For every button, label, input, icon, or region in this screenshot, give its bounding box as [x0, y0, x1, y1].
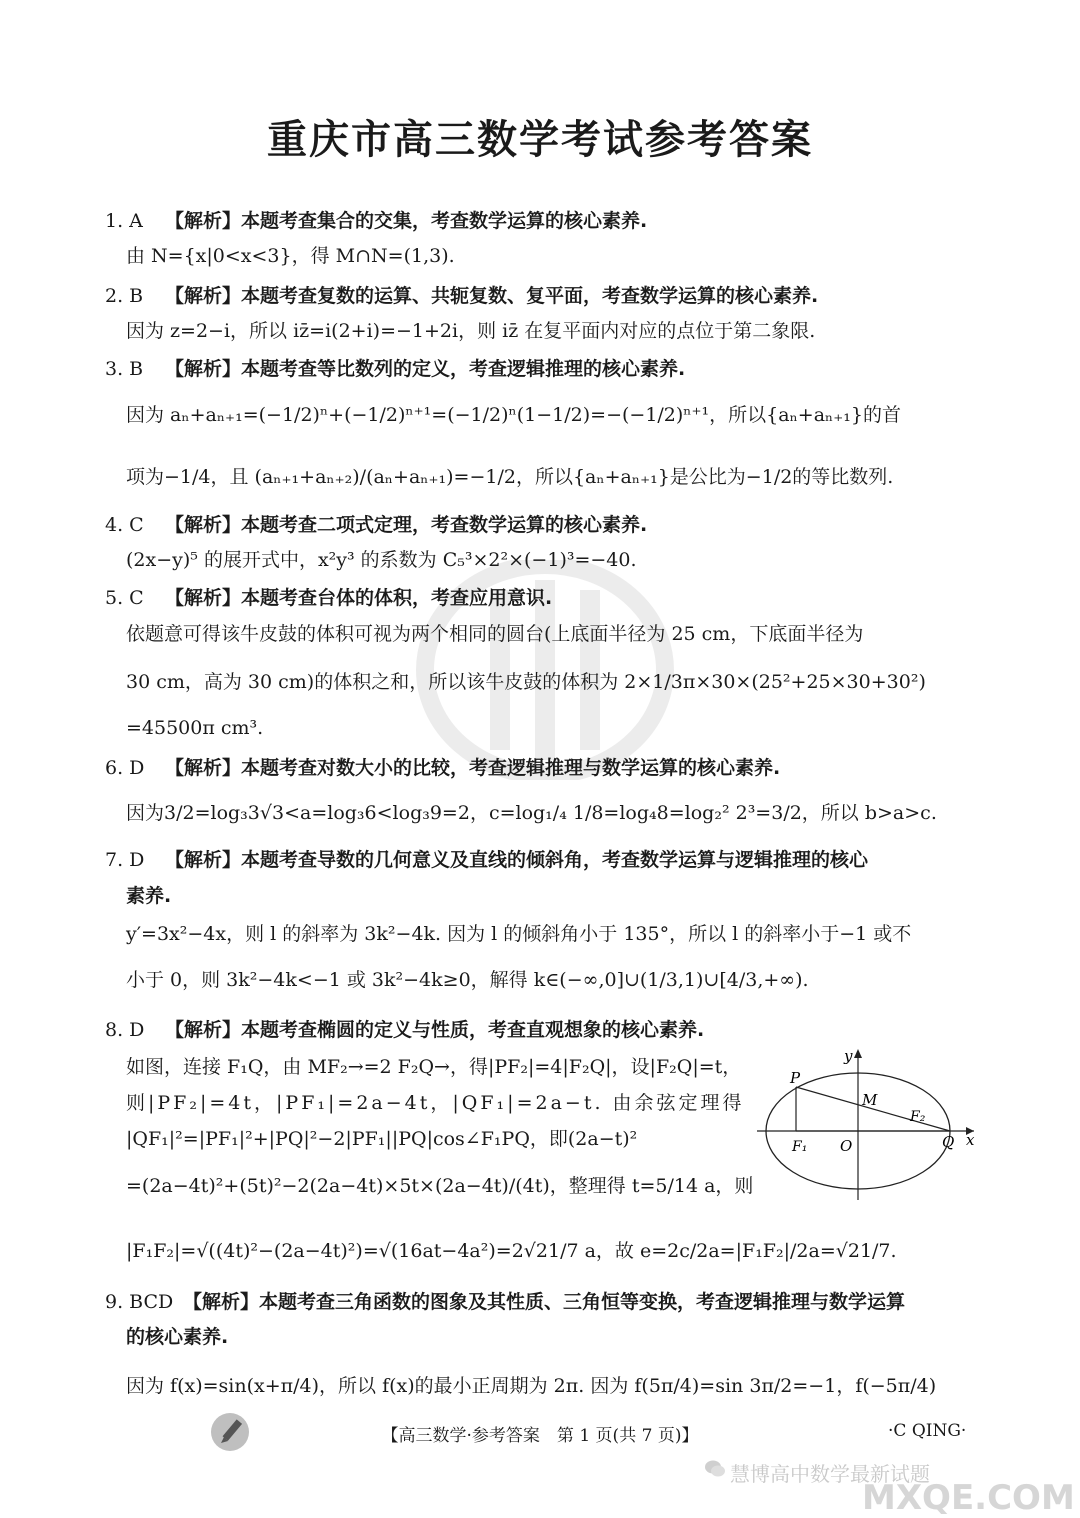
line-text: 小于 0，则 3k²−4k<−1 或 3k²−4k≥0，解得 k∈(−∞,0]∪(1/3,1)∪[4/3,+∞). [126, 969, 809, 991]
label-f2: F₂ [910, 1109, 926, 1125]
line-text: 因为 z=2−i，所以 iz̄=i(2+i)=−1+2i，则 iz̄ 在复平面内对应的点位于第二象限. [126, 320, 816, 342]
line-text: 30 cm，高为 30 cm)的体积之和，所以该牛皮鼓的体积为 2×1/3π×30×(25²+25×30+30²) [126, 671, 926, 693]
line-text: 依题意可得该牛皮鼓的体积可视为两个相同的圆台(上底面半径为 25 cm，下底面半径为 [126, 623, 864, 645]
answer-line [126, 884, 171, 908]
line-text: 【解析】本题考查二项式定理，考查数学运算的核心素养. [165, 514, 648, 536]
ellipse-figure [752, 1045, 980, 1205]
label-x: x [966, 1131, 975, 1149]
answer-line [126, 1239, 897, 1263]
label-o: O [840, 1137, 853, 1155]
answer-line [126, 465, 893, 489]
line-text: 素养. [126, 885, 172, 907]
line-text: 【解析】本题考查复数的运算、共轭复数、复平面，考查数学运算的核心素养. [165, 285, 819, 307]
answer-line [126, 801, 937, 825]
answer-line [126, 622, 863, 646]
answer-line [126, 1174, 753, 1198]
question-number: 1. A [105, 210, 143, 232]
footer-page-info: 【高三数学·参考答案 第 1 页(共 7 页)】 [381, 1426, 699, 1446]
line-text: (2x−y)⁵ 的展开式中，x²y³ 的系数为 C₅³×2²×(−1)³=−40. [126, 549, 637, 571]
answer-line [126, 1091, 745, 1115]
answer-line [126, 403, 901, 427]
answer-line [126, 1374, 936, 1398]
answer-line [126, 1055, 741, 1079]
question-number: 5. C [105, 587, 144, 609]
question-number: 6. D [105, 757, 145, 779]
line-text: 因为 aₙ+aₙ₊₁=(−1/2)ⁿ+(−1/2)ⁿ⁺¹=(−1/2)ⁿ(1−1/2)=−(−1/2)ⁿ⁺¹，所以{aₙ+aₙ₊₁}的首 [126, 404, 902, 426]
question-number: 3. B [105, 358, 144, 380]
watermark-wechat: 慧博高中数学最新试题 [730, 1462, 930, 1486]
watermark-site: MXQE.COM [862, 1478, 1075, 1518]
answer-line [126, 716, 263, 740]
question-number: 2. B [105, 285, 144, 307]
question-header [105, 756, 780, 780]
line-text: |QF₁|²=|PF₁|²+|PQ|²−2|PF₁||PQ|cos∠F₁PQ，即(2a−t)² [126, 1128, 638, 1150]
line-text: 【解析】本题考查集合的交集，考查数学运算的核心素养. [165, 210, 648, 232]
question-number: 9. BCD [105, 1291, 174, 1313]
question-header [105, 209, 647, 233]
line-text: 【解析】本题考查导数的几何意义及直线的倾斜角，考查数学运算与逻辑推理的核心 [165, 849, 869, 871]
line-text: 项为−1/4，且 (aₙ₊₁+aₙ₊₂)/(aₙ+aₙ₊₁)=−1/2，所以{aₙ+aₙ₊₁}是公比为−1/2的等比数列. [126, 466, 894, 488]
label-p: P [790, 1069, 801, 1087]
line-text: y′=3x²−4x，则 l 的斜率为 3k²−4k. 因为 l 的倾斜角小于 135°，所以 l 的斜率小于−1 或不 [126, 923, 912, 945]
question-header [105, 1290, 905, 1314]
line-text: 如图，连接 F₁Q，由 MF₂→=2 F₂Q→，得|PF₂|=4|F₂Q|，设|F₂Q|=t， [126, 1056, 742, 1078]
line-text: 因为 f(x)=sin(x+π/4)，所以 f(x)的最小正周期为 2π. 因为 f(5π/4)=sin 3π/2=−1，f(−5π/4) [126, 1375, 937, 1397]
question-header [105, 586, 552, 610]
line-text: 【解析】本题考查对数大小的比较，考查逻辑推理与数学运算的核心素养. [165, 757, 781, 779]
answer-line [126, 968, 809, 992]
footer-code: ·C QING· [888, 1421, 967, 1441]
page-title: 重庆市高三数学考试参考答案 [267, 117, 813, 163]
line-text: 【解析】本题考查三角函数的图象及其性质、三角恒等变换，考查逻辑推理与数学运算 [183, 1291, 906, 1313]
answer-line [126, 319, 815, 343]
answer-line [126, 1325, 228, 1349]
answer-line [126, 548, 637, 572]
question-header [105, 1018, 704, 1042]
answer-line [126, 1127, 637, 1151]
label-q: Q [942, 1133, 955, 1151]
line-text: =45500π cm³. [126, 717, 264, 739]
line-text: 【解析】本题考查等比数列的定义，考查逻辑推理的核心素养. [165, 358, 686, 380]
question-number: 4. C [105, 514, 144, 536]
label-y: y [844, 1047, 853, 1065]
label-f1: F₁ [792, 1139, 808, 1155]
line-text: 则|PF₂|=4t，|PF₁|=2a−4t，|QF₁|=2a−t. 由余弦定理得 [126, 1092, 745, 1114]
answer-line [126, 670, 926, 694]
line-text: 【解析】本题考查台体的体积，考查应用意识. [165, 587, 553, 609]
question-header [105, 848, 868, 872]
wechat-icon [704, 1459, 726, 1479]
line-text: 因为3/2=log₃3√3<a=log₃6<log₃9=2，c=log₁/₄ 1/8=log₄8=log₂² 2³=3/2，所以 b>a>c. [126, 802, 937, 824]
answer-line [126, 244, 455, 268]
line-text: =(2a−4t)²+(5t)²−2(2a−4t)×5t×(2a−4t)/(4t)，整理得 t=5/14 a，则 [126, 1175, 754, 1197]
question-number: 8. D [105, 1019, 145, 1041]
question-header [105, 284, 818, 308]
line-text: 【解析】本题考查椭圆的定义与性质，考查直观想象的核心素养. [165, 1019, 705, 1041]
question-number: 7. D [105, 849, 145, 871]
answer-line [126, 922, 911, 946]
question-header [105, 513, 647, 537]
line-text: 由 N={x|0<x<3}，得 M∩N=(1,3). [126, 245, 455, 267]
line-text: |F₁F₂|=√((4t)²−(2a−4t)²)=√(16at−4a²)=2√21/7 a，故 e=2c/2a=|F₁F₂|/2a=√21/7. [126, 1240, 897, 1262]
line-text: 的核心素养. [126, 1326, 229, 1348]
question-header [105, 357, 685, 381]
label-m: M [862, 1091, 878, 1109]
